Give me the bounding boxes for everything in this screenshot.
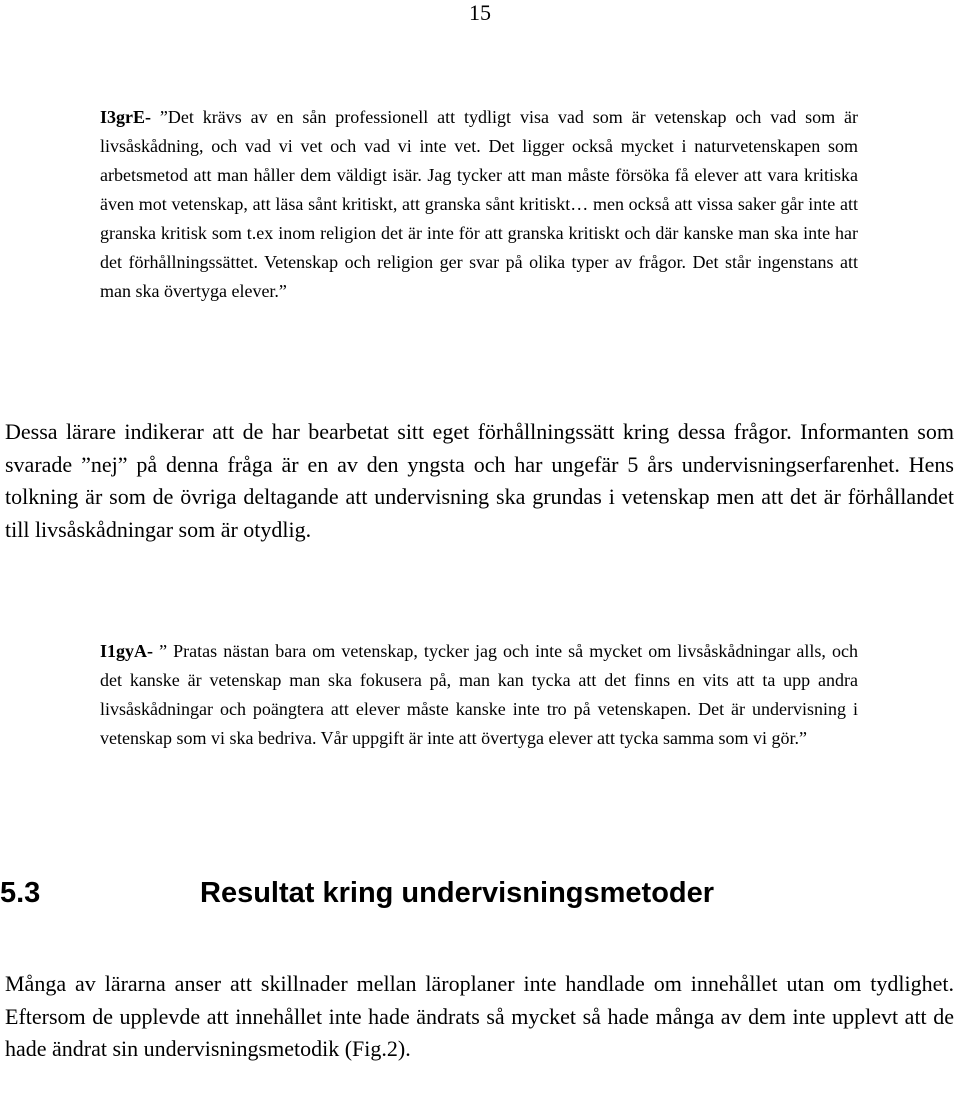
body-paragraph: Många av lärarna anser att skillnader mellan läroplaner inte handlade om innehållet utan om tydlighet. Eftersom de upplevde att innehållet inte hade ändrats så mycket så hade många av dem inte upplevt att de hade ändrat sin undervisningsmetodik (Fig.2). (5, 971, 954, 1061)
section-heading (0, 873, 714, 913)
quote-text: ” Pratas nästan bara om vetenskap, tycker jag och inte så mycket om livsåskådningar alls, och det kanske är vetenskap man ska fokusera på, man kan tycka att det finns en vits att ta upp andra livsåskådningar och poängtera att elever måste kanske inte tro på vetenskapen. Det är undervisning i vetenskap som vi ska bedriva. Vår uppgift är inte att övertyga elever att tycka samma som vi gör.” (100, 641, 858, 748)
quote-text: ”Det krävs av en sån professionell att tydligt visa vad som är vetenskap och vad som är livsåskådning, och vad vi vet och vad vi inte vet. Det ligger också mycket i naturvetenskapen som arbetsmetod att man håller dem väldigt isär. Jag tycker att man måste försöka få elever att vara kritiska även mot vetenskap, att läsa sånt kritiskt, att granska sånt kritiskt… men också att vissa saker går inte att granska kritisk som t.ex inom religion det är inte för att granska kritiskt och där kanske man ska inte har det förhållningssättet. Vetenskap och religion ger svar på olika typer av frågor. Det står ingenstans att man ska övertyga elever.” (100, 107, 858, 301)
body-paragraph: Dessa lärare indikerar att de har bearbetat sitt eget förhållningssätt kring dessa frågor. Informanten som svarade ”nej” på denna fråga är en av den yngsta och har ungefär 5 års undervisningserfarenhet. Hens tolkning är som de övriga deltagande att undervisning ska grundas i vetenskap men att det är förhållandet till livsåskådningar som är otydlig. (5, 419, 954, 542)
informant-code: I3grE- (100, 107, 151, 127)
section-title: Resultat kring undervisningsmetoder (200, 877, 715, 909)
section-number: 5.3 (0, 877, 41, 909)
page-number: 15 (469, 0, 491, 25)
informant-code: I1gyA- (100, 641, 153, 661)
interview-quote (100, 637, 858, 753)
interview-quote (100, 103, 858, 306)
